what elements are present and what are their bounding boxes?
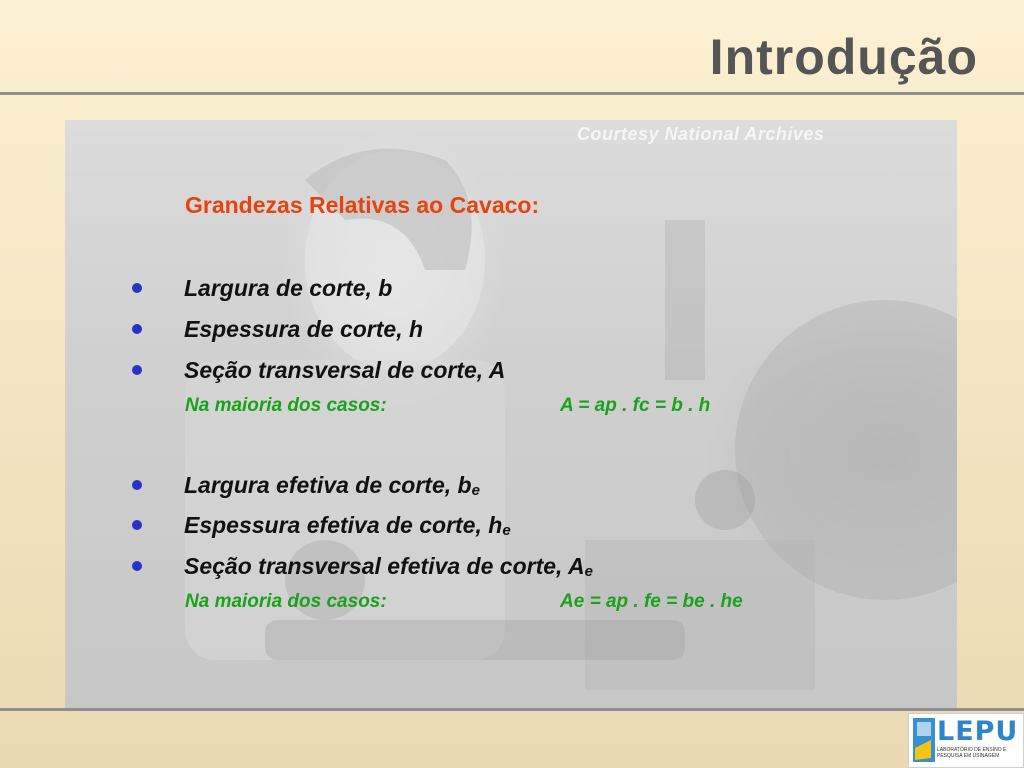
list-item-text: Largura de corte, b — [184, 274, 393, 301]
bullet-icon — [132, 283, 142, 293]
list-item — [132, 551, 593, 581]
bullet-icon — [132, 561, 142, 571]
note-label: Na maioria dos casos: — [185, 591, 387, 612]
list-item — [132, 273, 392, 303]
list-item-text: Espessura efetiva de corte, $h_e$ — [184, 511, 511, 539]
note-label: Na maioria dos casos: — [185, 395, 387, 416]
logo-wordmark: LEPU — [937, 716, 1019, 747]
list-item-text: Seção transversal de corte, A — [184, 356, 506, 383]
note-line — [185, 395, 711, 417]
list-item — [132, 470, 480, 500]
logo-caption: LABORATÓRIO DE ENSINO E PESQUISA EM USINAGEM — [937, 747, 1007, 759]
list-item — [132, 510, 511, 540]
list-item-text: Espessura de corte, h — [184, 315, 424, 342]
background-photo — [65, 120, 957, 708]
photo-credit: Courtesy National Archives — [577, 124, 825, 144]
slide-title: Introdução — [709, 29, 978, 85]
note-formula: Ae = ap . fe = be . he — [560, 591, 743, 612]
list-item-text: Largura efetiva de corte, $b_e$ — [184, 471, 480, 499]
bullet-icon — [132, 480, 142, 490]
list-item-text: Seção transversal efetiva de corte, $A_e$ — [184, 552, 593, 580]
lepu-logo — [908, 713, 1024, 768]
footer-divider — [0, 708, 1024, 711]
section-heading: Grandezas Relativas ao Cavaco: — [185, 192, 540, 218]
title-divider — [0, 92, 1024, 95]
bullet-icon — [132, 324, 142, 334]
note-formula: A = ap . fc = b . h — [560, 395, 711, 416]
note-line — [185, 591, 743, 613]
bullet-icon — [132, 365, 142, 375]
lepu-mark-icon — [913, 718, 935, 762]
list-item — [132, 355, 505, 385]
bullet-icon — [132, 520, 142, 530]
list-item — [132, 314, 423, 344]
